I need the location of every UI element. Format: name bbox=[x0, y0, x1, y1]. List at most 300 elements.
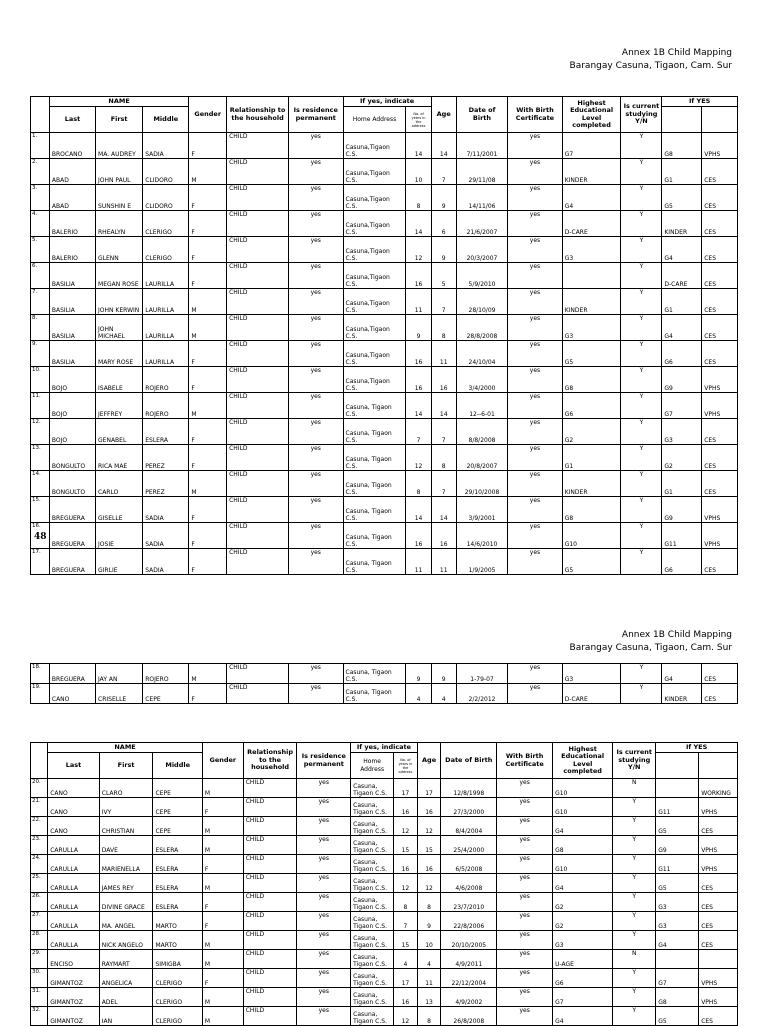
studying-header: Is current studying Y/N bbox=[621, 97, 662, 133]
last-name-cell: CANO bbox=[48, 798, 100, 817]
middle-name-cell: PEREZ bbox=[143, 471, 189, 497]
last-name-cell: BONGULTO bbox=[49, 471, 95, 497]
current-grade-cell: G7 bbox=[656, 969, 699, 988]
date-of-birth-cell: 6/5/2008 bbox=[441, 855, 497, 874]
middle-name-cell: CLERIGO bbox=[143, 211, 189, 237]
birth-cert-header: With Birth Certificate bbox=[508, 97, 563, 133]
date-of-birth-cell: 21/6/2007 bbox=[456, 211, 507, 237]
last-name-cell: CANO bbox=[48, 817, 100, 836]
age-cell: 8 bbox=[417, 1007, 441, 1026]
school-cell: CES bbox=[702, 159, 738, 185]
years-in-address-cell: 17 bbox=[394, 969, 418, 988]
relationship-cell: CHILD bbox=[227, 211, 289, 237]
years-in-address-cell: 9 bbox=[406, 315, 431, 341]
years-in-address-cell: 9 bbox=[406, 664, 431, 684]
studying-cell: Y bbox=[621, 159, 662, 185]
birth-cert-cell: yes bbox=[508, 445, 563, 471]
residence-cell: yes bbox=[288, 159, 343, 185]
no-header bbox=[31, 743, 48, 779]
residence-cell: yes bbox=[297, 874, 351, 893]
middle-header: Middle bbox=[153, 753, 202, 779]
education-level-cell: G1 bbox=[562, 445, 621, 471]
education-level-cell: D-CARE bbox=[562, 684, 621, 704]
if-yes-indicate-header: If yes, indicate bbox=[343, 97, 431, 107]
table-row bbox=[31, 133, 738, 159]
middle-name-cell: SIMIGBA bbox=[153, 950, 202, 969]
row-number-cell: 7. bbox=[31, 289, 50, 315]
age-cell: 14 bbox=[431, 133, 456, 159]
studying-cell: Y bbox=[613, 1007, 656, 1026]
relationship-cell: CHILD bbox=[227, 133, 289, 159]
middle-name-cell: CLERIGO bbox=[153, 1007, 202, 1026]
table-row bbox=[31, 664, 738, 684]
home-address-cell: Casuna, Tigaon C.S. bbox=[343, 419, 406, 445]
last-name-cell: CANO bbox=[48, 779, 100, 798]
studying-cell: Y bbox=[621, 471, 662, 497]
studying-cell: Y bbox=[613, 931, 656, 950]
table-row bbox=[31, 159, 738, 185]
date-of-birth-cell: 29/11/08 bbox=[456, 159, 507, 185]
age-cell: 16 bbox=[417, 855, 441, 874]
current-grade-cell: G1 bbox=[662, 159, 702, 185]
age-cell: 16 bbox=[431, 523, 456, 549]
residence-cell: yes bbox=[297, 1007, 351, 1026]
current-grade-cell: G1 bbox=[662, 471, 702, 497]
education-level-cell: KINDER bbox=[562, 289, 621, 315]
birth-cert-cell: yes bbox=[508, 419, 563, 445]
residence-cell: yes bbox=[288, 684, 343, 704]
table-row bbox=[31, 893, 738, 912]
row-number-cell: 32. bbox=[31, 1007, 48, 1026]
gender-cell: M bbox=[202, 874, 243, 893]
current-grade-cell: G5 bbox=[656, 874, 699, 893]
first-name-cell: GENABEL bbox=[96, 419, 143, 445]
row-number-cell: 12. bbox=[31, 419, 50, 445]
studying-cell: Y bbox=[613, 874, 656, 893]
birth-cert-cell: yes bbox=[508, 549, 563, 575]
age-cell: 7 bbox=[431, 471, 456, 497]
row-number-cell: 14. bbox=[31, 471, 50, 497]
gender-cell: M bbox=[189, 664, 227, 684]
education-level-cell: G10 bbox=[553, 779, 613, 798]
relationship-cell: CHILD bbox=[227, 664, 289, 684]
gender-cell: M bbox=[189, 471, 227, 497]
residence-cell: yes bbox=[288, 664, 343, 684]
school-cell: VPHS bbox=[702, 133, 738, 159]
home-address-cell: Casuna, Tigaon C.S. bbox=[351, 855, 394, 874]
child-mapping-table-1 bbox=[30, 96, 738, 575]
row-number-cell: 10. bbox=[31, 367, 50, 393]
middle-name-cell: CEPE bbox=[153, 798, 202, 817]
birth-cert-cell: yes bbox=[508, 289, 563, 315]
annex-header-2 bbox=[570, 629, 732, 655]
date-of-birth-cell: 28/10/09 bbox=[456, 289, 507, 315]
current-grade-cell: G3 bbox=[656, 893, 699, 912]
relationship-header: Relationship to the household bbox=[227, 97, 289, 133]
row-number-cell: 28. bbox=[31, 931, 48, 950]
years-in-address-cell: 15 bbox=[394, 836, 418, 855]
middle-name-cell: CLIDORO bbox=[143, 185, 189, 211]
birth-cert-cell: yes bbox=[508, 664, 563, 684]
table-row bbox=[31, 798, 738, 817]
school-cell: CES bbox=[702, 419, 738, 445]
age-cell: 8 bbox=[431, 445, 456, 471]
years-in-address-cell: 12 bbox=[406, 237, 431, 263]
years-header: No. of years in the address bbox=[406, 107, 431, 133]
studying-cell: Y bbox=[613, 912, 656, 931]
school-cell: VPHS bbox=[699, 836, 738, 855]
date-of-birth-cell: 20/10/2005 bbox=[441, 931, 497, 950]
years-in-address-cell: 15 bbox=[394, 931, 418, 950]
home-address-cell: Casuna, Tigaon C.S. bbox=[351, 779, 394, 798]
annex-header-1 bbox=[570, 47, 732, 73]
residence-cell: yes bbox=[288, 445, 343, 471]
relationship-cell: CHILD bbox=[243, 798, 297, 817]
gender-cell: M bbox=[189, 159, 227, 185]
if-yes-indicate-header: If yes, indicate bbox=[351, 743, 418, 753]
row-number-cell: 31. bbox=[31, 988, 48, 1007]
education-level-cell: G5 bbox=[562, 549, 621, 575]
row-number-cell: 4. bbox=[31, 211, 50, 237]
row-number-cell: 20. bbox=[31, 779, 48, 798]
years-in-address-cell: 14 bbox=[406, 133, 431, 159]
home-address-cell: Casuna, Tigaon C.S. bbox=[343, 471, 406, 497]
last-name-cell: BROCANO bbox=[49, 133, 95, 159]
school-cell: CES bbox=[699, 817, 738, 836]
age-cell: 6 bbox=[431, 211, 456, 237]
last-name-cell: CANO bbox=[49, 684, 95, 704]
child-mapping-table-3 bbox=[30, 742, 738, 1026]
home-address-cell: Casuna, Tigaon C.S. bbox=[351, 817, 394, 836]
date-of-birth-cell: 14/11/06 bbox=[456, 185, 507, 211]
table-header bbox=[31, 743, 738, 779]
middle-name-cell: LAURILLA bbox=[143, 341, 189, 367]
home-address-cell: Casuna, Tigaon C.S. bbox=[343, 393, 406, 419]
first-name-cell: NICK ANGELO bbox=[99, 931, 153, 950]
middle-name-cell: ESLERA bbox=[143, 419, 189, 445]
row-number-cell: 15. bbox=[31, 497, 50, 523]
first-name-cell: JOSIE bbox=[96, 523, 143, 549]
relationship-cell: CHILD bbox=[227, 315, 289, 341]
current-grade-cell: G4 bbox=[662, 315, 702, 341]
studying-cell: Y bbox=[621, 263, 662, 289]
studying-cell: Y bbox=[613, 798, 656, 817]
current-grade-cell bbox=[656, 779, 699, 798]
gender-cell: M bbox=[189, 393, 227, 419]
education-level-cell: G4 bbox=[553, 874, 613, 893]
gender-cell: M bbox=[189, 315, 227, 341]
last-name-cell: BASILIA bbox=[49, 315, 95, 341]
residence-cell: yes bbox=[288, 211, 343, 237]
relationship-cell: CHILD bbox=[227, 684, 289, 704]
home-address-cell: Casuna,Tigaon C.S. bbox=[343, 159, 406, 185]
age-cell: 11 bbox=[431, 549, 456, 575]
school-cell: WORKING bbox=[699, 779, 738, 798]
residence-cell: yes bbox=[288, 523, 343, 549]
studying-cell: Y bbox=[621, 523, 662, 549]
gender-cell: M bbox=[202, 1007, 243, 1026]
birth-cert-cell: yes bbox=[508, 393, 563, 419]
middle-name-cell: SADIA bbox=[143, 133, 189, 159]
table-row bbox=[31, 836, 738, 855]
years-in-address-cell: 14 bbox=[406, 497, 431, 523]
row-number-cell: 29. bbox=[31, 950, 48, 969]
residence-cell: yes bbox=[297, 836, 351, 855]
birth-cert-cell: yes bbox=[497, 969, 553, 988]
last-name-cell: CARULLA bbox=[48, 912, 100, 931]
table-row bbox=[31, 263, 738, 289]
school-cell: CES bbox=[702, 341, 738, 367]
last-name-cell: CARULLA bbox=[48, 893, 100, 912]
birth-cert-cell: yes bbox=[508, 237, 563, 263]
table-row bbox=[31, 341, 738, 367]
current-grade-cell: G4 bbox=[662, 664, 702, 684]
date-of-birth-cell: 1/9/2005 bbox=[456, 549, 507, 575]
school-cell: CES bbox=[699, 893, 738, 912]
residence-cell: yes bbox=[297, 817, 351, 836]
years-in-address-cell: 16 bbox=[394, 798, 418, 817]
table-row bbox=[31, 779, 738, 798]
barangay-subtitle: Barangay Casuna, Tigaon, Cam. Sur bbox=[569, 61, 732, 71]
first-name-cell: MA. ANGEL bbox=[99, 912, 153, 931]
school-cell: VPHS bbox=[702, 497, 738, 523]
education-level-cell: G7 bbox=[562, 133, 621, 159]
residence-cell: yes bbox=[288, 237, 343, 263]
age-cell: 14 bbox=[431, 497, 456, 523]
first-name-cell: IVY bbox=[99, 798, 153, 817]
birth-cert-cell: yes bbox=[508, 471, 563, 497]
last-name-cell: BREGUERA bbox=[49, 497, 95, 523]
home-address-cell: Casuna,Tigaon C.S. bbox=[343, 367, 406, 393]
table-row bbox=[31, 1007, 738, 1026]
education-level-cell: G3 bbox=[562, 237, 621, 263]
years-in-address-cell: 4 bbox=[406, 684, 431, 704]
education-level-cell: G2 bbox=[562, 419, 621, 445]
date-of-birth-cell: 29/10/2008 bbox=[456, 471, 507, 497]
education-level-cell: G10 bbox=[562, 523, 621, 549]
education-level-cell: G10 bbox=[553, 798, 613, 817]
last-name-cell: ENCISO bbox=[48, 950, 100, 969]
studying-cell: Y bbox=[621, 367, 662, 393]
residence-header: Is residence permanent bbox=[297, 743, 351, 779]
relationship-cell: CHILD bbox=[227, 237, 289, 263]
table-row bbox=[31, 684, 738, 704]
gender-cell: F bbox=[202, 855, 243, 874]
first-name-cell: MARIENELLA bbox=[99, 855, 153, 874]
last-name-cell: CARULLA bbox=[48, 855, 100, 874]
last-name-cell: CARULLA bbox=[48, 931, 100, 950]
birth-cert-cell: yes bbox=[508, 315, 563, 341]
grade-header bbox=[662, 107, 702, 133]
last-name-cell: BASILIA bbox=[49, 341, 95, 367]
residence-cell: yes bbox=[297, 988, 351, 1007]
first-name-cell: RHEALYN bbox=[96, 211, 143, 237]
years-in-address-cell: 11 bbox=[406, 289, 431, 315]
years-in-address-cell: 16 bbox=[406, 523, 431, 549]
studying-cell: Y bbox=[621, 684, 662, 704]
years-in-address-cell: 14 bbox=[406, 211, 431, 237]
relationship-cell: CHILD bbox=[227, 523, 289, 549]
education-header: Highest Educational Level completed bbox=[553, 743, 613, 779]
home-address-cell: Casuna,Tigaon C.S. bbox=[343, 315, 406, 341]
home-address-header: Home Address bbox=[351, 753, 394, 779]
age-cell: 7 bbox=[431, 159, 456, 185]
birth-cert-cell: yes bbox=[497, 798, 553, 817]
relationship-cell: CHILD bbox=[243, 912, 297, 931]
relationship-cell: CHILD bbox=[227, 471, 289, 497]
gender-cell: M bbox=[202, 779, 243, 798]
table-row bbox=[31, 393, 738, 419]
school-cell: VPHS bbox=[699, 988, 738, 1007]
gender-cell: M bbox=[202, 988, 243, 1007]
relationship-cell: CHILD bbox=[243, 1007, 297, 1026]
age-header: Age bbox=[417, 743, 441, 779]
studying-cell: Y bbox=[621, 341, 662, 367]
last-name-cell: BONGULTO bbox=[49, 445, 95, 471]
studying-header: Is current studying Y/N bbox=[613, 743, 656, 779]
name-header: NAME bbox=[49, 97, 188, 107]
first-name-cell: ADEL bbox=[99, 988, 153, 1007]
education-level-cell: G5 bbox=[562, 341, 621, 367]
gender-cell: F bbox=[189, 185, 227, 211]
first-name-cell: SUNSHIN E bbox=[96, 185, 143, 211]
school-cell: CES bbox=[702, 471, 738, 497]
gender-cell: F bbox=[189, 341, 227, 367]
grade-header bbox=[656, 753, 699, 779]
relationship-cell: CHILD bbox=[243, 893, 297, 912]
relationship-cell: CHILD bbox=[243, 836, 297, 855]
date-of-birth-cell: 4/6/2008 bbox=[441, 874, 497, 893]
gender-cell: F bbox=[189, 367, 227, 393]
age-header: Age bbox=[431, 97, 456, 133]
birth-cert-cell: yes bbox=[508, 341, 563, 367]
current-grade-cell: G8 bbox=[662, 133, 702, 159]
first-name-cell: CHRISTIAN bbox=[99, 817, 153, 836]
residence-cell: yes bbox=[297, 931, 351, 950]
table-row bbox=[31, 445, 738, 471]
age-cell: 7 bbox=[431, 419, 456, 445]
last-name-cell: BOJO bbox=[49, 393, 95, 419]
years-in-address-cell: 16 bbox=[394, 855, 418, 874]
first-name-cell: JAMES REY bbox=[99, 874, 153, 893]
birth-cert-cell: yes bbox=[497, 893, 553, 912]
gender-cell: F bbox=[189, 211, 227, 237]
birth-cert-cell: yes bbox=[508, 159, 563, 185]
home-address-cell: Casuna, Tigaon C.S. bbox=[351, 893, 394, 912]
row-number-cell: 27. bbox=[31, 912, 48, 931]
last-name-cell: BALERIO bbox=[49, 237, 95, 263]
date-of-birth-cell: 25/4/2000 bbox=[441, 836, 497, 855]
relationship-cell: CHILD bbox=[227, 289, 289, 315]
school-cell: CES bbox=[702, 684, 738, 704]
home-address-cell: Casuna, Tigaon C.S. bbox=[343, 497, 406, 523]
age-cell: 9 bbox=[431, 237, 456, 263]
first-name-cell: CRISELLE bbox=[96, 684, 143, 704]
home-address-cell: Casuna,Tigaon C.S. bbox=[343, 185, 406, 211]
middle-name-cell: CEPE bbox=[153, 779, 202, 798]
date-of-birth-cell: 22/8/2006 bbox=[441, 912, 497, 931]
school-cell: CES bbox=[699, 1007, 738, 1026]
row-number-cell: 3. bbox=[31, 185, 50, 211]
studying-cell: Y bbox=[613, 836, 656, 855]
first-name-cell: GLENN bbox=[96, 237, 143, 263]
date-of-birth-cell: 1-79-07 bbox=[456, 664, 507, 684]
gender-cell: F bbox=[202, 969, 243, 988]
middle-name-cell: CEPE bbox=[153, 817, 202, 836]
school-cell: VPHS bbox=[702, 367, 738, 393]
residence-cell: yes bbox=[288, 263, 343, 289]
age-cell: 16 bbox=[431, 367, 456, 393]
middle-name-cell: CEPE bbox=[143, 684, 189, 704]
education-level-cell: G4 bbox=[562, 185, 621, 211]
relationship-cell: CHILD bbox=[227, 367, 289, 393]
education-level-cell: G3 bbox=[562, 315, 621, 341]
age-cell: 15 bbox=[417, 836, 441, 855]
years-in-address-cell: 12 bbox=[406, 445, 431, 471]
education-level-cell: G2 bbox=[553, 912, 613, 931]
education-level-cell: G8 bbox=[553, 836, 613, 855]
current-grade-cell: G11 bbox=[656, 855, 699, 874]
years-header: No. of years in the address bbox=[394, 753, 418, 779]
gender-cell: F bbox=[189, 237, 227, 263]
birth-cert-cell: yes bbox=[508, 523, 563, 549]
education-level-cell: G7 bbox=[553, 988, 613, 1007]
gender-header: Gender bbox=[189, 97, 227, 133]
last-name-cell: BALERIO bbox=[49, 211, 95, 237]
education-level-cell: G4 bbox=[553, 817, 613, 836]
home-address-cell: Casuna, Tigaon C.S. bbox=[351, 931, 394, 950]
studying-cell: Y bbox=[613, 817, 656, 836]
current-grade-cell: G7 bbox=[662, 393, 702, 419]
age-cell: 11 bbox=[417, 969, 441, 988]
home-address-cell: Casuna,Tigaon C.S. bbox=[343, 341, 406, 367]
studying-cell: Y bbox=[621, 549, 662, 575]
last-header: Last bbox=[49, 107, 95, 133]
gender-header: Gender bbox=[202, 743, 243, 779]
residence-cell: yes bbox=[297, 893, 351, 912]
gender-cell: M bbox=[202, 931, 243, 950]
last-name-cell: BASILIA bbox=[49, 263, 95, 289]
school-cell: VPHS bbox=[699, 969, 738, 988]
years-in-address-cell: 8 bbox=[394, 893, 418, 912]
residence-cell: yes bbox=[297, 950, 351, 969]
relationship-cell: CHILD bbox=[243, 779, 297, 798]
table-row bbox=[31, 969, 738, 988]
school-cell: CES bbox=[702, 263, 738, 289]
age-cell: 16 bbox=[417, 798, 441, 817]
residence-cell: yes bbox=[288, 289, 343, 315]
residence-cell: yes bbox=[288, 471, 343, 497]
last-name-cell: CARULLA bbox=[48, 874, 100, 893]
relationship-cell: CHILD bbox=[243, 931, 297, 950]
age-cell: 4 bbox=[431, 684, 456, 704]
last-name-cell: BREGUERA bbox=[49, 664, 95, 684]
first-name-cell: MEGAN ROSE bbox=[96, 263, 143, 289]
education-level-cell: G2 bbox=[553, 893, 613, 912]
birth-cert-cell: yes bbox=[497, 912, 553, 931]
first-name-cell: JOHN KERWIN bbox=[96, 289, 143, 315]
child-mapping-table-2 bbox=[30, 663, 738, 704]
relationship-cell: CHILD bbox=[243, 855, 297, 874]
age-cell: 5 bbox=[431, 263, 456, 289]
birth-cert-cell: yes bbox=[497, 855, 553, 874]
current-grade-cell: G4 bbox=[662, 237, 702, 263]
studying-cell: Y bbox=[621, 185, 662, 211]
years-in-address-cell: 11 bbox=[406, 549, 431, 575]
birth-cert-cell: yes bbox=[508, 497, 563, 523]
row-number-cell: 11. bbox=[31, 393, 50, 419]
years-in-address-cell: 16 bbox=[406, 341, 431, 367]
